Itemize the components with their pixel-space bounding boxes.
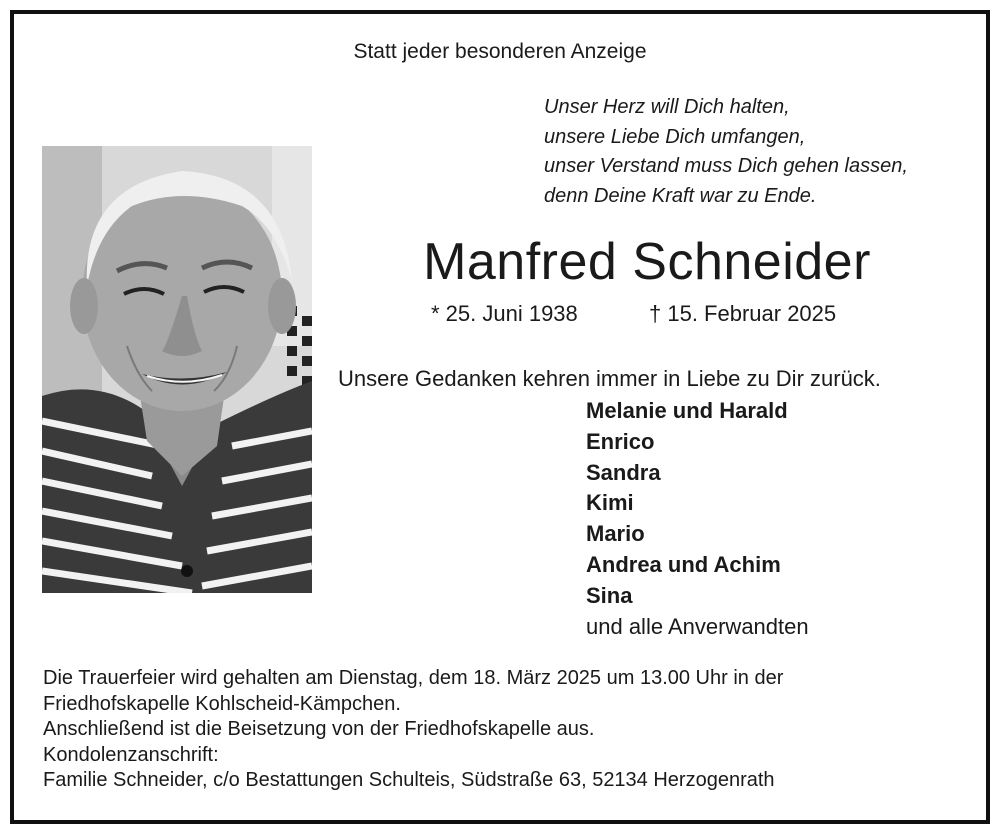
family-member: Enrico	[586, 428, 655, 454]
family-closing: und alle Anverwandten	[586, 613, 809, 639]
family-member: Andrea und Achim	[586, 551, 781, 577]
poem-line: Unser Herz will Dich halten,	[544, 96, 790, 118]
death-date: † 15. Februar 2025	[649, 301, 837, 326]
poem-line: denn Deine Kraft war zu Ende.	[544, 184, 817, 207]
family-member: Kimi	[586, 490, 634, 516]
birth-date: * 25. Juni 1938	[431, 301, 578, 326]
family-member: Melanie und Harald	[586, 398, 788, 423]
footer-line: Die Trauerfeier wird gehalten am Dienstag, dem 18. März 2025 um 13.00 Uhr in der	[43, 667, 784, 689]
family-list	[586, 396, 809, 642]
notice-header: Statt jeder besonderen Anzeige	[353, 40, 647, 63]
footer-line: Familie Schneider, c/o Bestattungen Schulteis, Südstraße 63, 52134 Herzogenrath	[43, 769, 775, 792]
family-member: Sandra	[586, 459, 661, 485]
funeral-details	[43, 666, 783, 794]
footer-line: Anschließend ist die Beisetzung von der Friedhofskapelle aus.	[43, 718, 595, 741]
portrait-photo	[42, 146, 312, 593]
footer-line: Friedhofskapelle Kohlscheid-Kämpchen.	[43, 692, 401, 715]
poem-line: unser Verstand muss Dich gehen lassen,	[544, 155, 908, 177]
family-member: Mario	[586, 521, 645, 547]
family-member: Sina	[586, 582, 633, 608]
footer-line: Kondolenzanschrift:	[43, 743, 219, 766]
poem-line: unsere Liebe Dich umfangen,	[544, 125, 806, 148]
memorial-message: Unsere Gedanken kehren immer in Liebe zu Dir zurück.	[338, 366, 881, 391]
poem	[544, 93, 908, 211]
deceased-name: Manfred Schneider	[423, 233, 871, 291]
